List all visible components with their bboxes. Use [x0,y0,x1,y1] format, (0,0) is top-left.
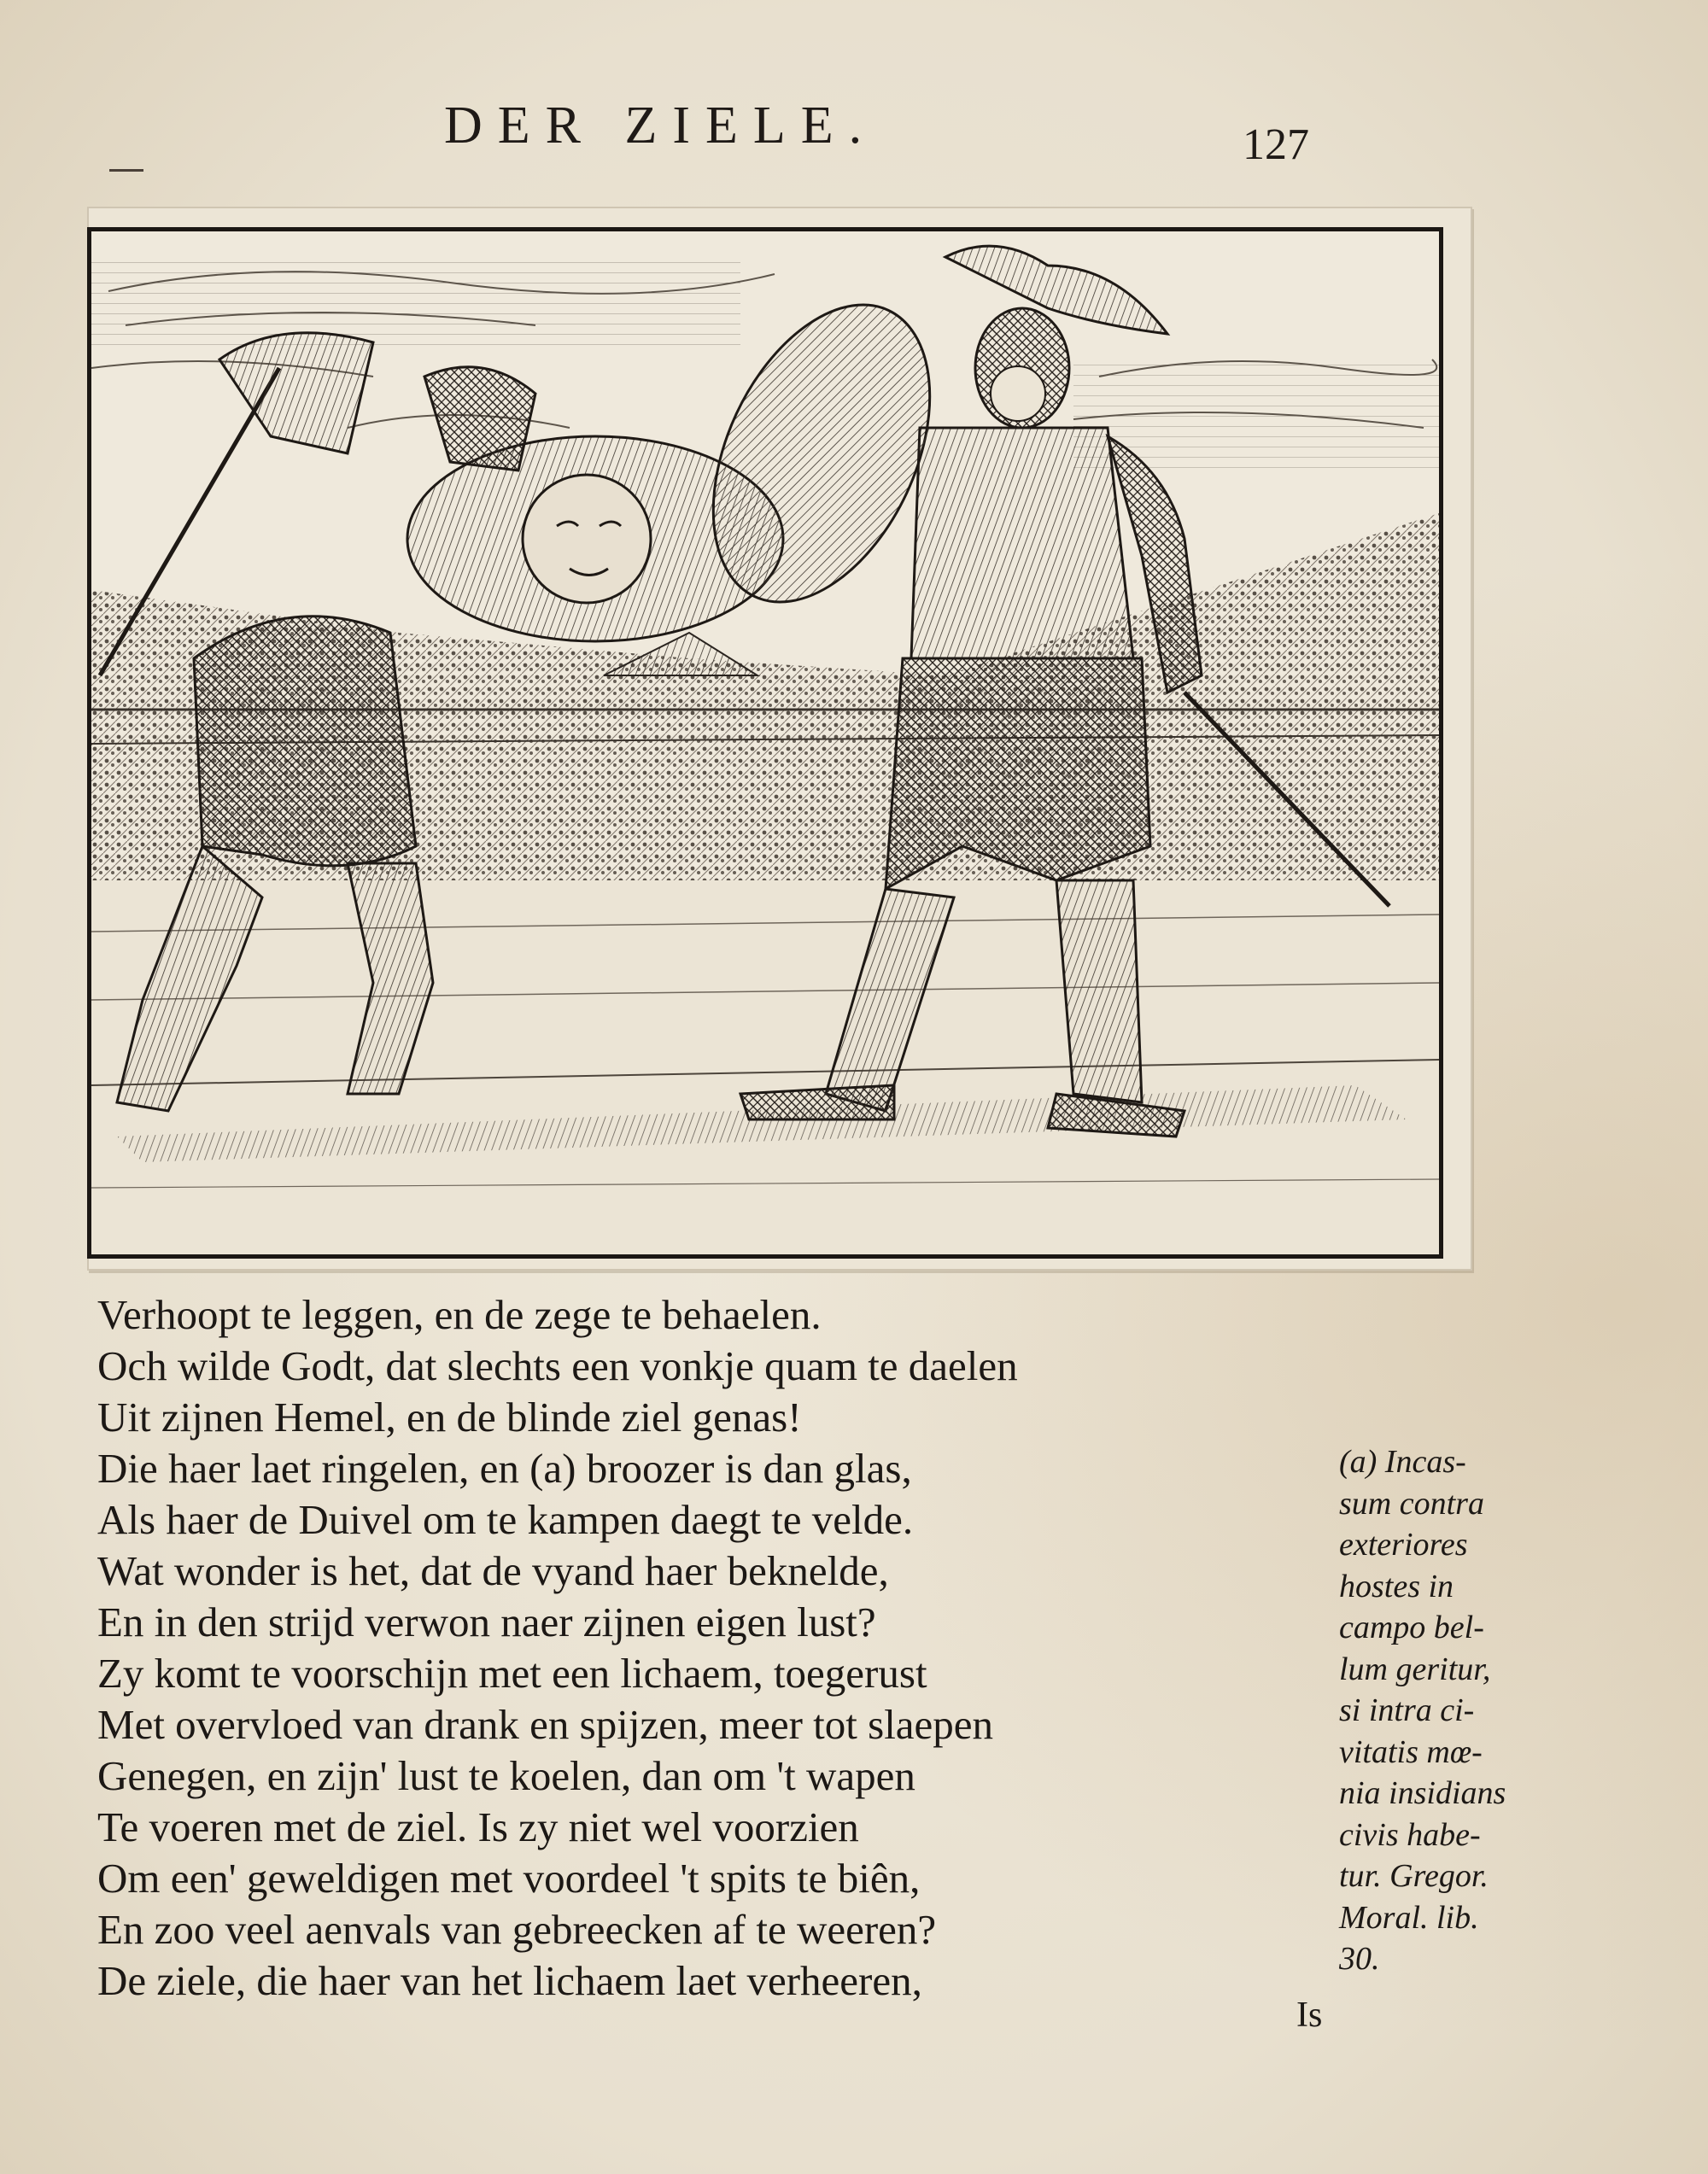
running-head: DER ZIELE. [444,96,878,155]
shield-face-emblem [523,475,651,603]
marginal-note-line: nia insidians [1339,1775,1506,1811]
marginal-note [1339,1441,1553,1980]
marginal-note-line: 30. [1339,1941,1380,1977]
marginal-note-line: (a) Incas- [1339,1444,1466,1480]
engraving-illustration [87,227,1443,1259]
marginal-note-line: lum geritur, [1339,1651,1491,1687]
verse-text [97,1289,1310,2007]
knight-breastplate [911,428,1133,658]
marginal-note-line: exteriores [1339,1527,1468,1563]
verse-line: En in den strijd verwon naer zijnen eigen lust? [97,1598,876,1645]
verse-line: Die haer laet ringelen, en (a) broozer is dan glas, [97,1445,912,1492]
marginal-note-line: civis habe- [1339,1816,1481,1853]
marginal-note-line: Moral. lib. [1339,1899,1479,1936]
verse-line: Om een' geweldigen met voordeel 't spits te biên, [97,1855,921,1902]
marginal-note-line: sum contra [1339,1485,1484,1522]
verse-line: Te voeren met de ziel. Is zy niet wel voorzien [97,1803,859,1850]
verse-line: Wat wonder is het, dat de vyand haer beknelde, [97,1547,889,1594]
verse-line: En zoo veel aenvals van gebreecken af te weeren? [97,1906,937,1953]
marginal-note-line: campo bel- [1339,1610,1484,1645]
page-number: 127 [1243,120,1309,169]
verse-line: Als haer de Duivel om te kampen daegt te velde. [97,1496,914,1543]
engraving-ground [91,880,1439,1254]
verse-line: Verhoopt te leggen, en de zege te behaelen. [97,1291,822,1338]
knight-leg-armor [886,658,1150,889]
marginal-note-line: tur. Gregor. [1339,1858,1489,1894]
verse-line: Och wilde Godt, dat slechts een vonkje quam te daelen [97,1342,1018,1389]
marginal-note-line: si intra ci- [1339,1692,1475,1728]
marginal-note-line: vitatis mœ- [1339,1733,1483,1770]
verse-line: Met overvloed van drank en spijzen, meer tot slaepen [97,1701,994,1748]
catchword: Is [1296,1996,1323,2035]
verse-line: Zy komt te voorschijn met een lichaem, toegerust [97,1650,927,1697]
verse-line: De ziele, die haer van het lichaem laet verheeren, [97,1957,922,2004]
decorative-rule [109,169,143,172]
verse-line: Uit zijnen Hemel, en de blinde ziel genas! [97,1394,802,1441]
marginal-note-line: hostes in [1339,1568,1454,1604]
verse-line: Genegen, en zijn' lust te koelen, dan om 't wapen [97,1752,915,1799]
